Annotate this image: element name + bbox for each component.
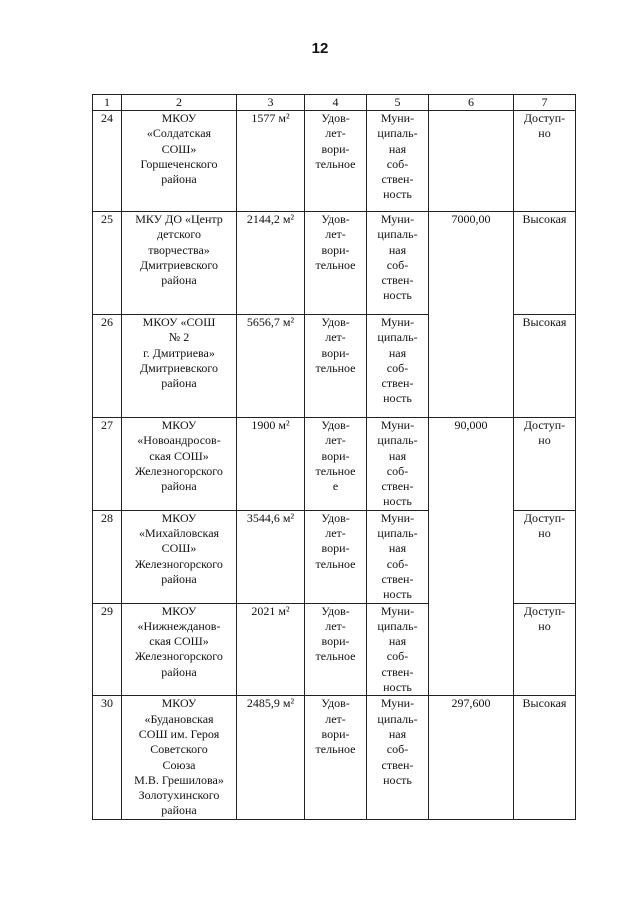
- object-area: 3544,6 м²: [237, 510, 305, 603]
- object-accessibility: Доступ- но: [514, 510, 576, 603]
- object-value: [429, 315, 514, 418]
- table-row: [93, 212, 576, 315]
- row-number: 26: [93, 315, 122, 418]
- object-value: 7000,00: [429, 212, 514, 315]
- object-ownership: Муни- ципаль- ная соб- ствен- ность: [367, 315, 429, 418]
- object-name: МКОУ «СОШ № 2 г. Дмитриева» Дмитриевского района: [122, 315, 237, 418]
- object-name: МКОУ «Новоандросов- ская СОШ» Железногорского района: [122, 418, 237, 511]
- row-number: 27: [93, 418, 122, 511]
- object-value: [429, 510, 514, 603]
- table-row: [93, 603, 576, 696]
- header-cell: 4: [305, 95, 367, 111]
- object-ownership: Муни- ципаль- ная соб- ствен- ность: [367, 510, 429, 603]
- object-accessibility: Доступ- но: [514, 418, 576, 511]
- object-ownership: Муни- ципаль- ная соб- ствен- ность: [367, 418, 429, 511]
- object-name: МКОУ «Нижнежданов- ская СОШ» Железногорского района: [122, 603, 237, 696]
- object-area: 5656,7 м²: [237, 315, 305, 418]
- object-name: МКОУ «Солдатская СОШ» Горшеченского района: [122, 111, 237, 212]
- object-value: 90,000: [429, 418, 514, 511]
- page-number: 12: [311, 40, 329, 57]
- object-condition: Удов- лет- вори- тельное е: [305, 418, 367, 511]
- object-condition: Удов- лет- вори- тельное: [305, 212, 367, 315]
- table-row: [93, 696, 576, 819]
- object-accessibility: Высокая: [514, 212, 576, 315]
- object-accessibility: Высокая: [514, 696, 576, 819]
- object-area: 1577 м²: [237, 111, 305, 212]
- header-cell: 7: [514, 95, 576, 111]
- row-number: 29: [93, 603, 122, 696]
- object-condition: Удов- лет- вори- тельное: [305, 315, 367, 418]
- object-ownership: Муни- ципаль- ная соб- ствен- ность: [367, 696, 429, 819]
- row-number: 25: [93, 212, 122, 315]
- object-accessibility: Высокая: [514, 315, 576, 418]
- object-name: МКОУ «Будановская СОШ им. Героя Советского Союза М.В. Грешилова» Золотухинского района: [122, 696, 237, 819]
- object-condition: Удов- лет- вори- тельное: [305, 111, 367, 212]
- header-cell: 2: [122, 95, 237, 111]
- row-number: 30: [93, 696, 122, 819]
- table-row: [93, 418, 576, 511]
- object-value: 297,600: [429, 696, 514, 819]
- object-value: [429, 603, 514, 696]
- row-number: 24: [93, 111, 122, 212]
- header-cell: 1: [93, 95, 122, 111]
- row-number: 28: [93, 510, 122, 603]
- object-ownership: Муни- ципаль- ная соб- ствен- ность: [367, 212, 429, 315]
- object-name: МКУ ДО «Центр детского творчества» Дмитриевского района: [122, 212, 237, 315]
- object-name: МКОУ «Михайловская СОШ» Железногорского района: [122, 510, 237, 603]
- table-row: [93, 315, 576, 418]
- table-row: [93, 111, 576, 212]
- object-area: 2144,2 м²: [237, 212, 305, 315]
- object-area: 2021 м²: [237, 603, 305, 696]
- object-condition: Удов- лет- вори- тельное: [305, 603, 367, 696]
- header-cell: 5: [367, 95, 429, 111]
- object-accessibility: Доступ- но: [514, 111, 576, 212]
- table-row: [93, 510, 576, 603]
- header-cell: 6: [429, 95, 514, 111]
- object-accessibility: Доступ- но: [514, 603, 576, 696]
- object-ownership: Муни- ципаль- ная соб- ствен- ность: [367, 603, 429, 696]
- object-area: 2485,9 м²: [237, 696, 305, 819]
- header-cell: 3: [237, 95, 305, 111]
- table-header-row: [93, 95, 576, 111]
- object-condition: Удов- лет- вори- тельное: [305, 696, 367, 819]
- object-condition: Удов- лет- вори- тельное: [305, 510, 367, 603]
- objects-table: [92, 94, 576, 820]
- object-area: 1900 м²: [237, 418, 305, 511]
- object-ownership: Муни- ципаль- ная соб- ствен- ность: [367, 111, 429, 212]
- object-value: [429, 111, 514, 212]
